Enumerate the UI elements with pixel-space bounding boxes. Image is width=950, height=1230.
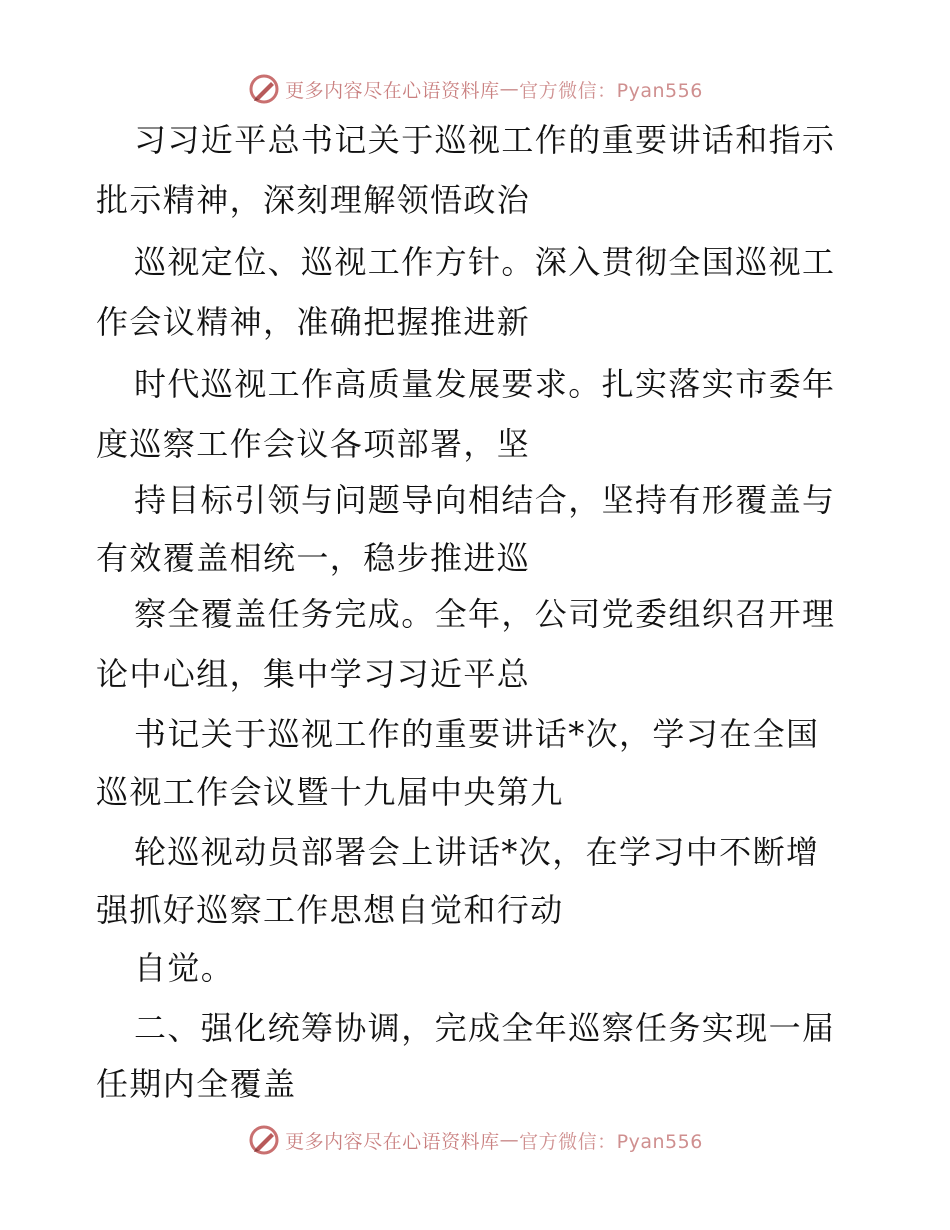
text-line: 书记关于巡视工作的重要讲话*次，学习在全国 [134, 715, 820, 753]
section-heading: 二、强化统筹协调，完成全年巡察任务实现一届 [134, 1009, 836, 1047]
text-line: 巡视工作会议暨十九届中央第九 [96, 773, 564, 811]
text-line: 批示精神，深刻理解领悟政治 [96, 181, 531, 219]
pen-logo-icon [247, 1123, 281, 1157]
watermark-separator: — [499, 78, 520, 100]
header-watermark [0, 72, 950, 106]
section-heading-cont: 任期内全覆盖 [96, 1065, 297, 1103]
text-line: 有效覆盖相统一，稳步推进巡 [96, 539, 531, 577]
text-line: 作会议精神，准确把握推进新 [96, 303, 531, 341]
watermark-main-text: 更多内容尽在心语资料库 [285, 79, 500, 102]
watermark-account: 官方微信：Pyan556 [519, 79, 703, 102]
watermark-account: 官方微信：Pyan556 [519, 1130, 703, 1153]
footer-watermark [0, 1123, 950, 1157]
text-line: 习习近平总书记关于巡视工作的重要讲话和指示 [134, 121, 836, 159]
text-line: 强抓好巡察工作思想自觉和行动 [96, 891, 564, 929]
text-line: 时代巡视工作高质量发展要求。扎实落实市委年 [134, 365, 836, 403]
text-line: 察全覆盖任务完成。全年，公司党委组织召开理 [134, 595, 836, 633]
text-line: 巡视定位、巡视工作方针。深入贯彻全国巡视工 [134, 243, 836, 281]
text-line: 轮巡视动员部署会上讲话*次，在学习中不断增 [134, 833, 820, 871]
watermark-main-text: 更多内容尽在心语资料库 [285, 1130, 500, 1153]
text-line: 自觉。 [134, 949, 235, 987]
text-line: 持目标引领与问题导向相结合，坚持有形覆盖与 [134, 481, 836, 519]
text-line: 论中心组，集中学习习近平总 [96, 655, 531, 693]
text-line: 度巡察工作会议各项部署，坚 [96, 425, 531, 463]
pen-logo-icon [247, 72, 281, 106]
watermark-separator: — [499, 1129, 520, 1151]
